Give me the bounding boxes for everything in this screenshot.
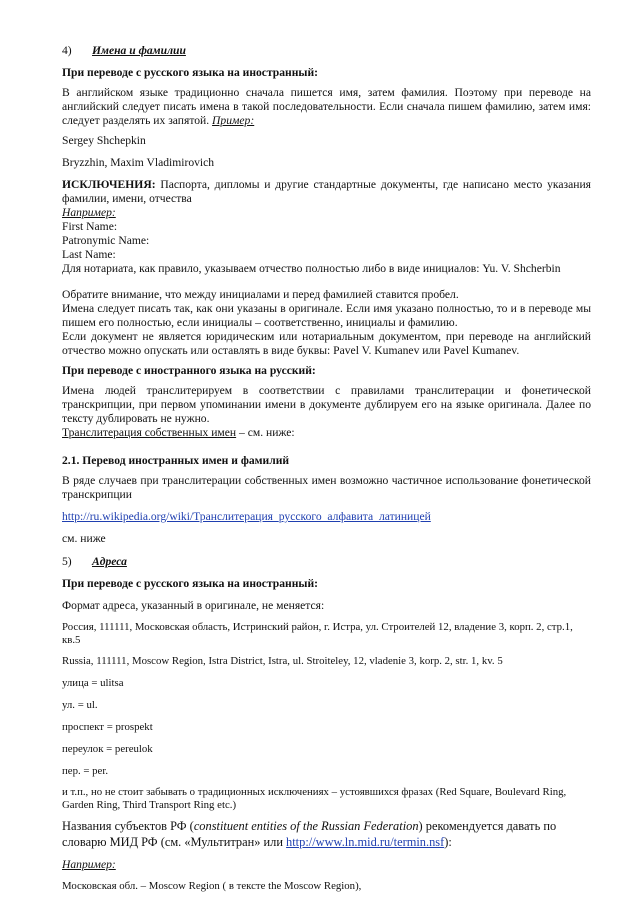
subheading-ru-to-foreign: При переводе с русского языка на иностранный: (62, 66, 318, 79)
subjects-middle: ) рекомендуется давать по словарю МИД РФ (см. «Мультитран» или (62, 819, 557, 849)
for-example-label: Например: (62, 206, 116, 219)
original-names-note: Имена следует писать так, как они указаны в оригинале. Если имя указано полностью, то и в переводе мы пишем его полностью, если инициалы – соответственно, инициалы и фамилию. (62, 302, 591, 329)
transliteration-ref-line (62, 426, 591, 440)
abbreviation-item: ул. = ul. (62, 699, 98, 711)
abbreviation-item: проспект = prospekt (62, 721, 153, 733)
mid-termin-link[interactable]: http://www.ln.mid.ru/termin.nsf (286, 835, 445, 849)
subheading-foreign-to-ru: При переводе с иностранного языка на русский: (62, 364, 316, 377)
abbreviation-item: пер. = per. (62, 765, 109, 777)
transliteration-suffix: – см. ниже: (236, 426, 295, 439)
document-page (62, 44, 591, 893)
wikipedia-link[interactable]: http://ru.wikipedia.org/wiki/Транслитерация_русского_алфавита_латиницей (62, 510, 431, 523)
patronymic-field-label: Patronymic Name: (62, 234, 150, 247)
name-order-paragraph (62, 86, 591, 128)
initials-note: Обратите внимание, что между инициалами и перед фамилией ставится пробел. (62, 288, 459, 301)
first-name-field-label: First Name: (62, 220, 118, 233)
moscow-region-example: Московская обл. – Moscow Region ( в тексте the Moscow Region), (62, 880, 362, 892)
example-name-1: Sergey Shchepkin (62, 134, 146, 147)
transliteration-paragraph: Имена людей транслитерируем в соответствии с правилами транслитерации и фонетической транскрипции, при первом упоминании имени в документе дублируем его на языке оригинала. Далее по тексту дублировать не нужно. (62, 384, 591, 425)
section-4-heading (62, 44, 591, 58)
subjects-prefix: Названия субъектов РФ ( (62, 819, 194, 833)
section-title: Адреса (92, 555, 127, 568)
section-5-heading (62, 555, 591, 569)
federal-subjects-paragraph (62, 818, 591, 850)
exceptions-text: Паспорта, дипломы и другие стандартные документы, где написано место указания фамилии, имени, отчества (62, 178, 591, 205)
transliteration-link[interactable]: Транслитерация собственных имен (62, 426, 237, 439)
section-number: 5) (62, 555, 72, 568)
traditional-exceptions-note: и т.п., но не стоит забывать о традиционных исключениях – устоявшихся фразах (Red Square, Boulevard Ring, Garden Ring, Third Transport Ring etc.) (62, 786, 567, 811)
name-order-text: В английском языке традиционно сначала пишется имя, затем фамилия. Поэтому при переводе на английский следует писать имена в такой последовательности. Если сначала пишем фамилию, затем имя: следует разделять их запятой. (62, 86, 591, 127)
last-name-field-label: Last Name: (62, 248, 116, 261)
abbreviation-item: переулок = pereulok (62, 743, 153, 755)
example-name-2: Bryzzhin, Maxim Vladimirovich (62, 156, 215, 169)
notary-note: Для нотариата, как правило, указываем отчество полностью либо в виде инициалов: Yu. V. Shcherbin (62, 262, 561, 275)
address-subheading: При переводе с русского языка на иностранный: (62, 577, 318, 590)
exceptions-paragraph (62, 178, 591, 206)
patronymic-omission-note: Если документ не является юридическим или нотариальным документом, при переводе на английский отчество можно опускать или оставлять в виде буквы: Pavel V. Kumanev или Pavel Kumanev. (62, 330, 591, 357)
for-example-label: Например: (62, 858, 116, 871)
subjects-suffix: ): (444, 835, 452, 849)
exceptions-label: ИСКЛЮЧЕНИЯ: (62, 178, 156, 191)
abbreviation-item: улица = ulitsa (62, 677, 124, 689)
wiki-link-line (62, 510, 591, 524)
address-russian: Россия, 111111, Московская область, Истринский район, г. Истра, ул. Строителей 12, владение 3, корп. 2, стр.1, кв.5 (62, 621, 573, 646)
section-number: 4) (62, 44, 72, 57)
see-below-note: см. ниже (62, 532, 106, 545)
address-english: Russia, 111111, Moscow Region, Istra District, Istra, ul. Stroiteley, 12, vladenie 3, korp. 2, str. 1, kv. 5 (62, 655, 503, 667)
example-label: Пример: (212, 114, 255, 127)
section-2-1-heading: 2.1. Перевод иностранных имен и фамилий (62, 454, 290, 467)
section-title: Имена и фамилии (92, 44, 186, 57)
phonetic-transcription-paragraph: В ряде случаев при транслитерации собственных имен возможно частичное использование фонетической транскрипции (62, 474, 591, 501)
subjects-italic-term: constituent entities of the Russian Federation (193, 819, 419, 833)
address-format-note: Формат адреса, указанный в оригинале, не меняется: (62, 599, 325, 612)
